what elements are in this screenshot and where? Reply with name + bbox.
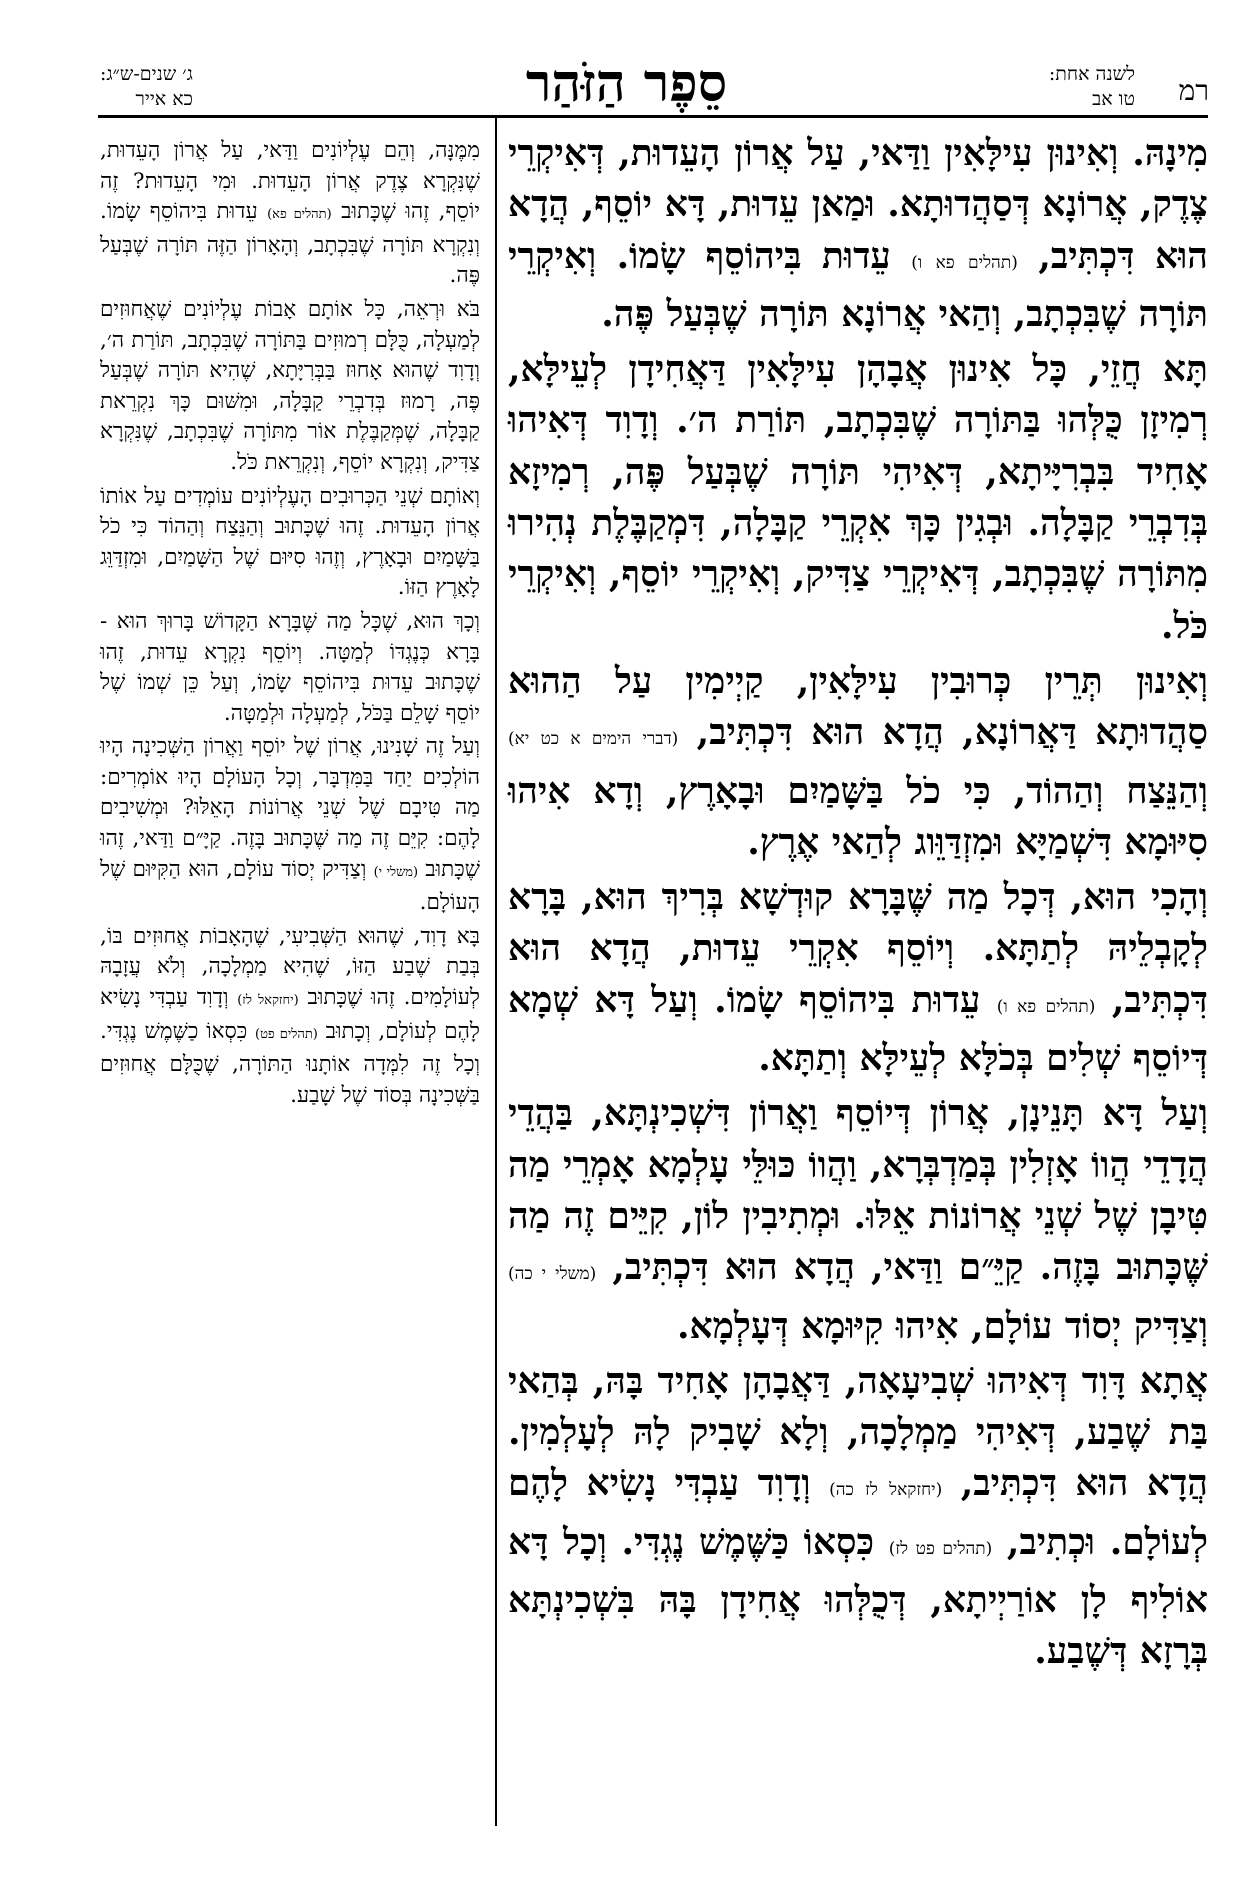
aramaic-paragraph-1: מִינָהּ. וְאִינוּן עִילָּאִין וַדַּאי, עַל אֲרוֹן הָעֵדוּת, דְּאִיקְרֵי צֶדֶק, אֲרוֹנָא דְּסַהֲדוּתָא. וּמַאן עֵדוּת, דָּא יוֹסֵף, הֲדָא הוּא דִּכְתִּיב, (תהלים פא ו) עֵדוּת בִּיהוֹסֵף שָׂמוֹ. וְאִיקְרֵי תּוֹרָה שֶׁבִּכְתָב, וְהַאי אֲרוֹנָא תּוֹרָה שֶׁבְּעַל פֶּה.: [508, 132, 1208, 335]
scripture-reference: (תהלים פט): [255, 1026, 318, 1042]
reading-schedule-label: לשנה אחת:: [1048, 63, 1135, 85]
translation-paragraph-3: וְאוֹתָם שְׁנֵי הַכְּרוּבִים הָעֶלְיוֹנִים עוֹמְדִים עַל אוֹתוֹ אֲרוֹן הָעֵדוּת. זֶהוּ שֶׁכָּתוּב וְהַנֵּצַח וְהַהוֹד כִּי כֹל בַּשָּׁמַיִם וּבָאָרֶץ, וְזֶהוּ סִיּוּם שֶׁל הַשָּׁמַיִם, וּמִזְדַּוֵּג לָאָרֶץ הַזּוֹ.: [100, 483, 480, 601]
cycle-date: כא אייר: [135, 88, 193, 110]
hebrew-translation-column: [100, 136, 480, 1114]
aramaic-text-column: [508, 128, 1208, 1682]
header-rule: [98, 115, 1208, 118]
translation-paragraph-2: בֹּא וּרְאֵה, כָּל אוֹתָם אָבוֹת עֶלְיוֹנִים שֶׁאֲחוּזִים לְמַעְלָה, כֻּלָּם רְמוּזִים בַּתּוֹרָה שֶׁבִּכְתָב, תּוֹרַת ה׳, וְדָוִד שֶׁהוּא אָחוּז בַּבְּרִיָּתָא, שֶׁהִיא תּוֹרָה שֶׁבְּעַל פֶּה, רָמוּז בְּדִבְרֵי קַבָּלָה, וּמִשּׁוּם כָּךְ נִקְרֵאת קַבָּלָה, שֶׁמְּקַבֶּלֶת אוֹר מִתּוֹרָה שֶׁבִּכְתָב, שֶׁנִּקְרָא צַדִּיק, וְנִקְרָא יוֹסֵף, וְנִקְרֵאת כֹּל.: [100, 296, 480, 475]
column-divider: [495, 116, 497, 1826]
translation-paragraph-5: וְעַל זֶה שָׁנִינוּ, אֲרוֹן שֶׁל יוֹסֵף וַאֲרוֹן הַשְּׁכִינָה הָיוּ הוֹלְכִים יַחַד בַּמִּדְבָּר, וְכָל הָעוֹלָם הָיוּ אוֹמְרִים: מַה טִּיבָם שֶׁל שְׁנֵי אֲרוֹנוֹת הָאֵלּוּ? וּמְשִׁיבִים לָהֶם: קִיֵּם זֶה מַה שֶּׁכָּתוּב בָּזֶה. קַיָּ״ם וַדַּאי, זֶהוּ שֶׁכָּתוּב (משלי י) וְצַדִּיק יְסוֹד עוֹלָם, הוּא הַקִּיּוּם שֶׁל הָעוֹלָם.: [100, 734, 480, 916]
page-number: רמ: [1178, 74, 1209, 107]
translation-paragraph-4: וְכָךְ הוּא, שֶׁכָּל מַה שֶּׁבָּרָא הַקָּדוֹשׁ בָּרוּךְ הוּא - בָּרָא כְּנֶגְדּוֹ לְמַטָּה. וְיוֹסֵף נִקְרָא עֵדוּת, זֶהוּ שֶׁכָּתוּב עֵדוּת בִּיהוֹסֵף שָׂמוֹ, וְעַל כֵּן שְׁמוֹ שֶׁל יוֹסֵף שָׁלֵם בַּכֹּל, לְמַעְלָה וּלְמַטָּה.: [100, 608, 480, 726]
reading-schedule-date: טו אב: [1092, 88, 1135, 110]
scripture-reference: (תהלים פא): [267, 207, 332, 223]
translation-paragraph-6: בָּא דָוִד, שֶׁהוּא הַשְּׁבִיעִי, שֶׁהָאָבוֹת אֲחוּזִים בּוֹ, בְּבַת שֶׁבַע הַזּוֹ, שֶׁהִיא מַמְלָכָה, וְלֹא עֲזָבָהּ לְעוֹלָמִים. זֶהוּ שֶׁכָּתוּב (יחזקאל לז) וְדָוִד עַבְדִּי נָשִׂיא לָהֶם לְעוֹלָם, וְכָתוּב (תהלים פט) כִּסְאוֹ כַשֶּׁמֶשׁ נֶגְדִּי. וְכָל זֶה לִמְּדָה אוֹתָנוּ הַתּוֹרָה, שֶׁכֻּלָּם אֲחוּזִים בַּשְּׁכִינָה בְּסוֹד שֶׁל שָׁבַע.: [100, 923, 480, 1108]
aramaic-paragraph-5: וְעַל דָּא תָּנֵינָן, אֲרוֹן דְּיוֹסֵף וַאֲרוֹן דִּשְׁכִינְתָּא, בַּהֲדֵי הֲדָדֵי הֲווֹ אָזְלִין בְּמַדְבְּרָא, וַהֲווֹ כּוּלֵּי עָלְמָא אָמְרֵי מַה טִּיבָן שֶׁל שְׁנֵי אֲרוֹנוֹת אֵלּוּ. וּמְתִיבִין לוֹן, קִיֵּים זֶה מַה שֶּׁכָּתוּב בָּזֶה. קַיֵּ״ם וַדַּאי, הֲדָא הוּא דִּכְתִּיב, (משלי י כה) וְצַדִּיק יְסוֹד עוֹלָם, אִיהוּ קִיּוּמָא דְּעָלְמָא.: [508, 1092, 1208, 1347]
scripture-reference: (תהלים פא ו): [996, 996, 1096, 1017]
aramaic-paragraph-6: אֲתָא דָּוִד דְּאִיהוּ שְׁבִיעָאָה, דַּאֲבָהָן אָחִיד בָּהּ, בְּהַאי בַּת שֶׁבַע, דְּאִיהִי מַמְלָכָה, וְלָא שָׁבִיק לָהּ לְעָלְמִין. הֲדָא הוּא דִּכְתִּיב, (יחזקאל לז כה) וְדָוִד עַבְדִּי נָשִׂיא לָהֶם לְעוֹלָם. וּכְתִיב, (תהלים פט לז) כִּסְאוֹ כַּשֶּׁמֶשׁ נֶגְדִּי. וְכָל דָּא אוֹלִיף לָן אוֹרַיְיתָא, דְּכֻלְּהוּ אֲחִידָן בָּהּ בִּשְׁכִינְתָּא בְּרָזָא דְּשֶׁבַע.: [508, 1359, 1208, 1673]
scripture-reference: (יחזקאל לז): [237, 993, 299, 1009]
aramaic-paragraph-2: תָּא חֲזֵי, כָּל אִינוּן אֲבָהָן עִילָּאִין דַּאֲחִידָן לְעֵילָּא, רְמִיזָן כֻּלְּהוּ בַּתּוֹרָה שֶׁבִּכְתָב, תּוֹרַת ה׳. וְדָוִד דְּאִיהוּ אָחִיד בִּבְרִיָּיתָא, דְּאִיהִי תּוֹרָה שֶׁבְּעַל פֶּה, רְמִיזָא בְּדִבְרֵי קַבָּלָה. וּבְגִין כָּךְ אִקְרֵי קַבָּלָה, דִּמְקַבֶּלֶת נְהִירוּ מִתּוֹרָה שֶׁבִּכְתָב, דְּאִיקְרֵי צַדִּיק, וְאִיקְרֵי יוֹסֵף, וְאִיקְרֵי כֹּל.: [508, 348, 1208, 647]
book-title: סֵפֶר הַזֹּהַר: [525, 53, 728, 114]
cycle-label: ג׳ שנים-ש״ג:: [100, 63, 193, 85]
scripture-reference: (דברי הימים א כט יא): [508, 729, 679, 750]
aramaic-paragraph-4: וְהָכִי הוּא, דְּכָל מַה שֶּׁבָּרָא קוּדְשָׁא בְּרִיךְ הוּא, בָּרָא לְקָבְלֵיהּ לְתַתָּא. וְיוֹסֵף אִקְרֵי עֵדוּת, הֲדָא הוּא דִּכְתִּיב, (תהלים פא ו) עֵדוּת בִּיהוֹסֵף שָׂמוֹ. וְעַל דָּא שְׁמָא דְּיוֹסֵף שְׁלִים בְּכֹלָּא לְעֵילָּא וְתַתָּא.: [508, 876, 1208, 1080]
scripture-reference: (תהלים פט לז): [888, 1538, 993, 1559]
scripture-reference: (תהלים פא ו): [911, 252, 1018, 273]
translation-paragraph-1: מִמֶּנָּה, וְהֵם עֶלְיוֹנִים וַדַּאי, עַל אֲרוֹן הָעֵדוּת, שֶׁנִּקְרָא צֶדֶק אֲרוֹן הָעֵדוּת. וּמִי הָעֵדוּת? זֶה יוֹסֵף, זֶהוּ שֶׁכָּתוּב (תהלים פא) עֵדוּת בִּיהוֹסֵף שָׂמוֹ. וְנִקְרָא תּוֹרָה שֶׁבִּכְתָב, וְהָאָרוֹן הַזֶּה תּוֹרָה שֶׁבְּעַל פֶּה.: [100, 138, 481, 289]
running-header-left: [100, 62, 193, 112]
scripture-reference: (משלי י): [373, 864, 419, 880]
scripture-reference: (יחזקאל לז כה): [829, 1480, 943, 1501]
scripture-reference: (משלי י כה): [508, 1264, 597, 1285]
aramaic-paragraph-3: וְאִינוּן תְּרֵין כְּרוּבִין עִילָּאִין, קַיְימִין עַל הַהוּא סַהֲדוּתָא דַּאֲרוֹנָא, הֲדָא הוּא דִּכְתִּיב, (דברי הימים א כט יא) וְהַנֵּצַח וְהַהוֹד, כִּי כֹל בַּשָּׁמַיִם וּבָאָרֶץ, וְדָא אִיהוּ סִיּוּמָא דִּשְׁמַיָּא וּמִזְדַּוֵּוג לְהַאי אֶרֶץ.: [508, 659, 1208, 863]
